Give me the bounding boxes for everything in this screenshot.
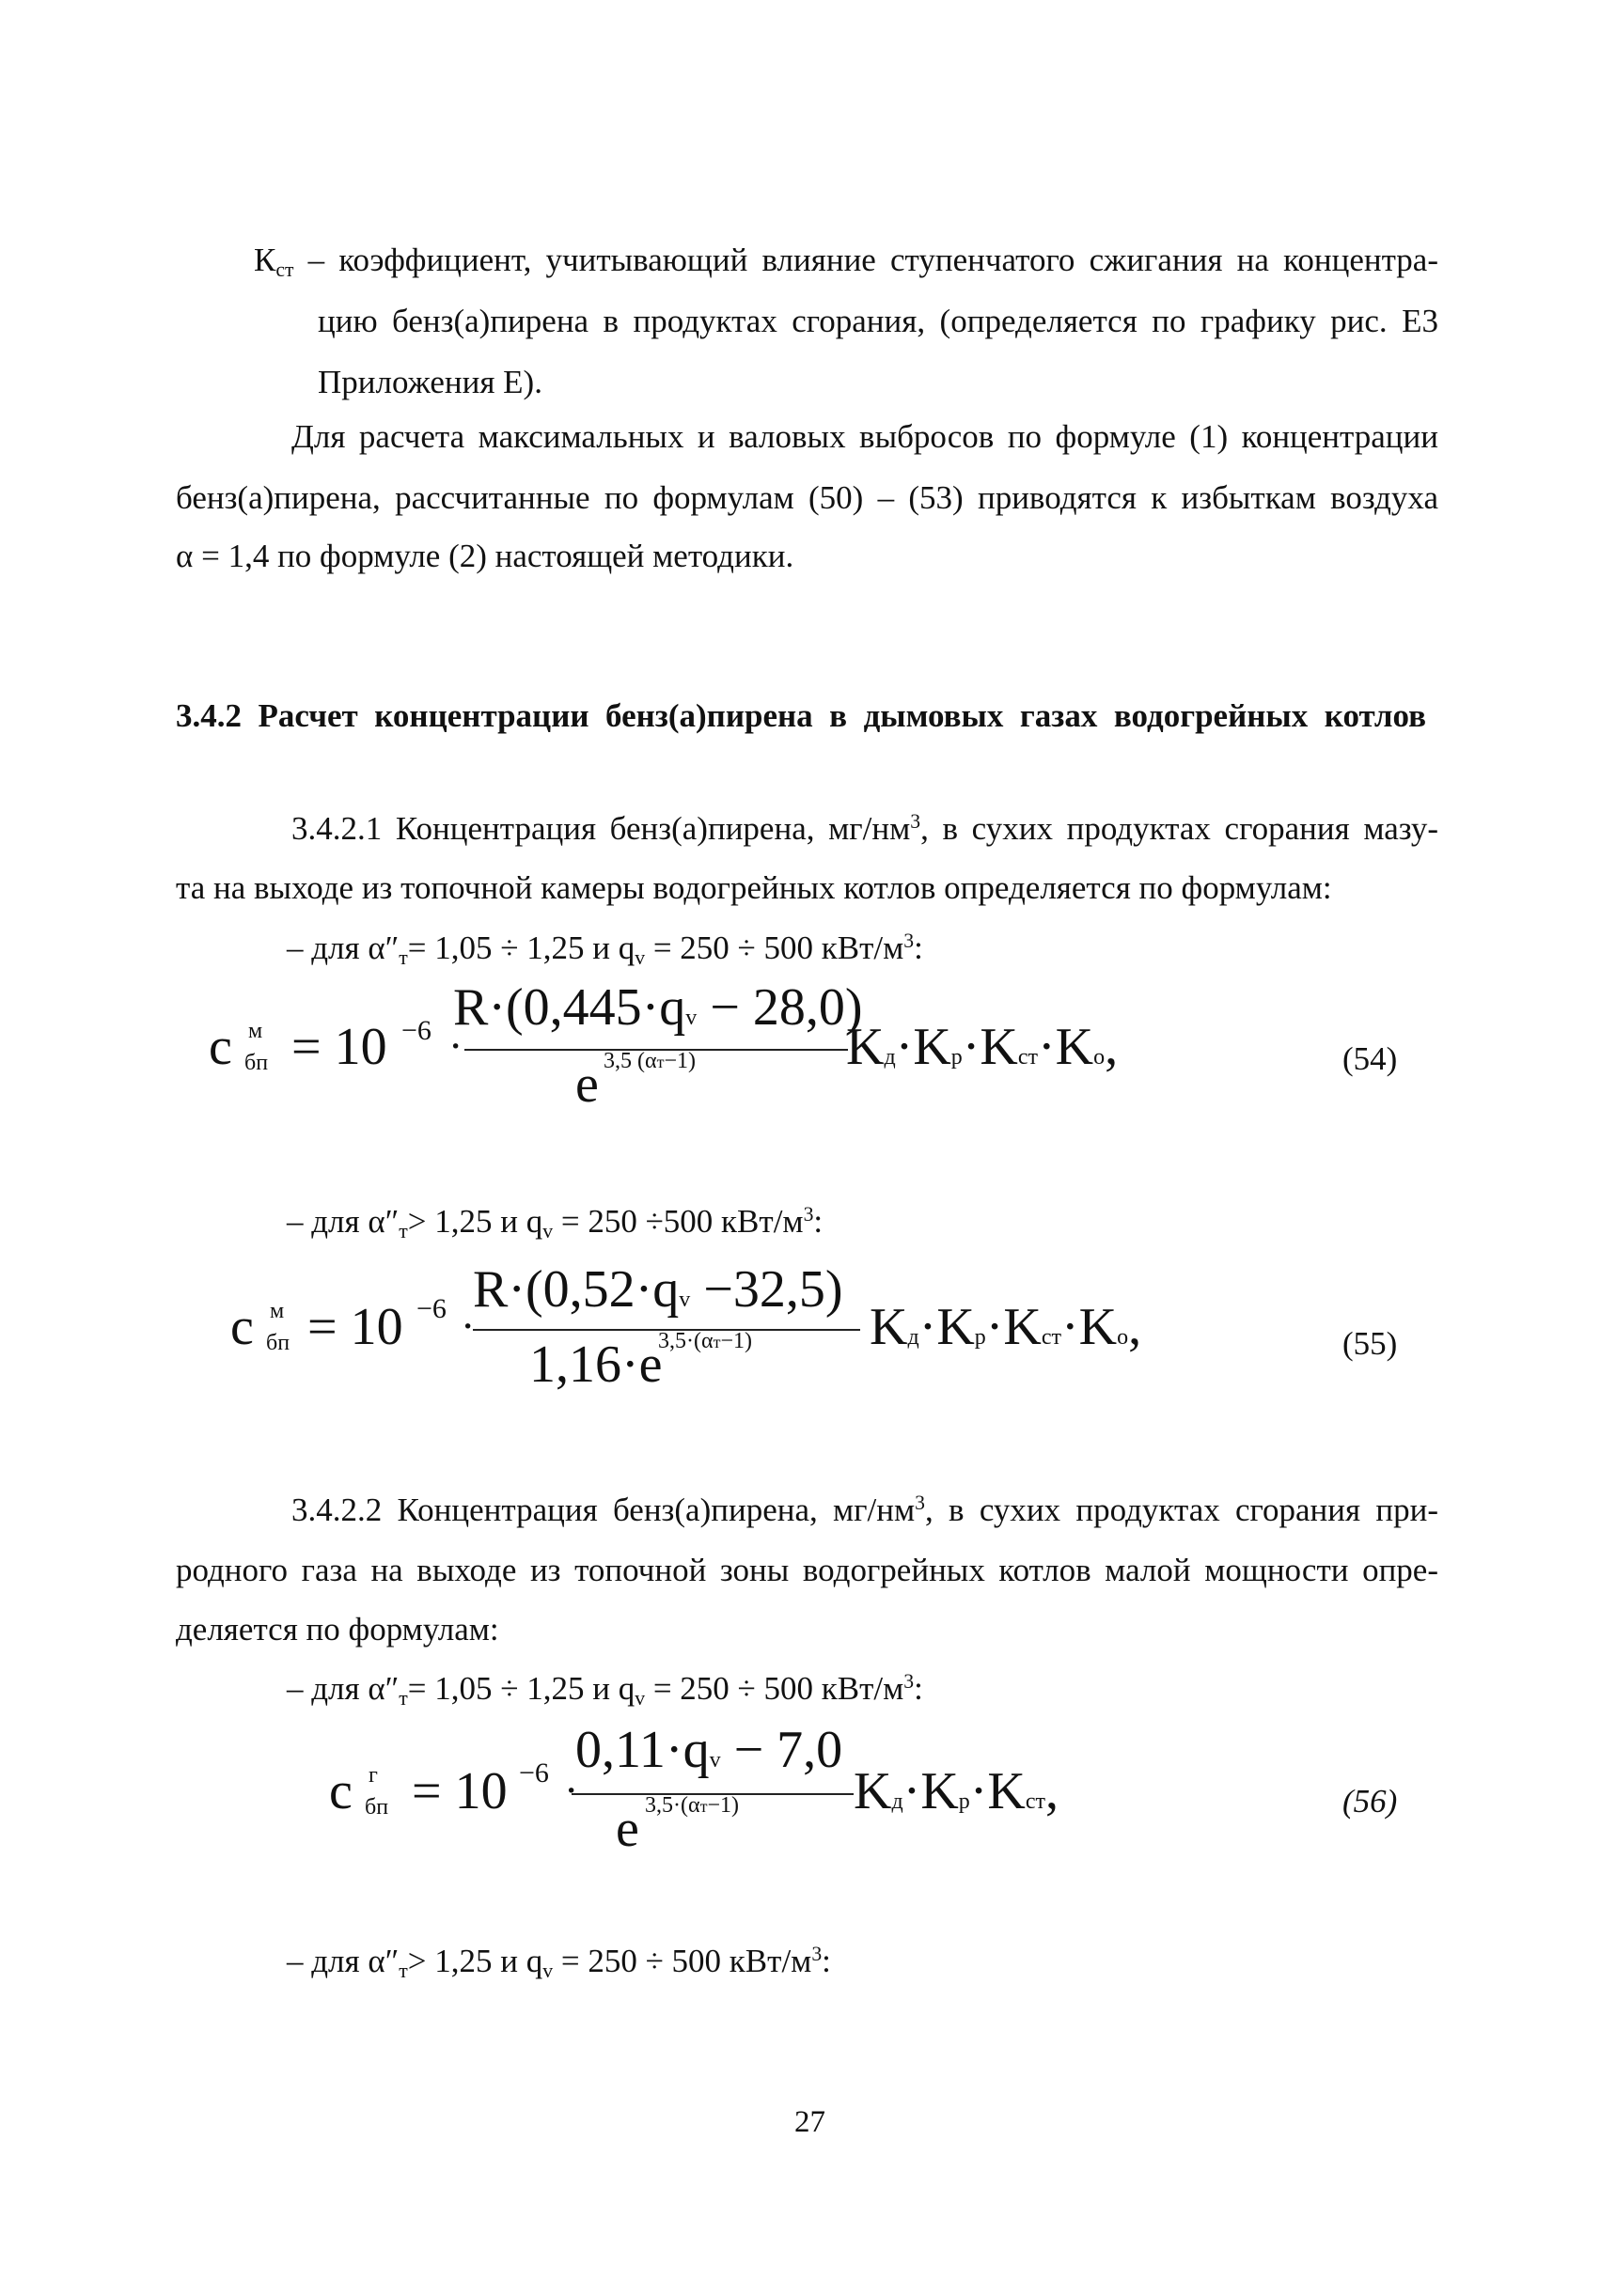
p3422-line-1: 3.4.2.2 Концентрация бенз(а)пирена, $мг/нм^3$, в сухих продуктах сгорания при-: [291, 1492, 1439, 1528]
equation-number-54: (54): [1342, 1040, 1398, 1077]
kst-definition-line-1: $К_{ст}$ – коэффициент, учитывающий влияние ступенчатого сжигания на концентра-: [254, 242, 1438, 282]
formula-55: c м бп = 10 −6 · R·(0,52·qv −32,5) 1,16·e 3,5·(αт−1) Kд·Kр·Kст·Kо,: [230, 1260, 1142, 1394]
condition-1: – для $\alpha''_т= 1,05 \div 1,25$ и $q_v = 250 \div 500$ кВт/$м^3$:: [287, 929, 923, 970]
formula-54: c м бп = 10 −6 · R·(0,445·qv − 28,0) e 3,5 (αт−1) Kд·Kр·Kст·Kо,: [209, 978, 1119, 1114]
condition-4: – для $\alpha''_т> 1,25$ и $q_v = 250 \div 500$ кВт/$м^3$:: [287, 1943, 831, 1983]
p3422-line-3: деляется по формулам:: [176, 1611, 499, 1648]
formula-56: c г бп = 10 −6 · 0,11·qv − 7,0 e 3,5·(αт−1) Kд·Kр·Kст,: [329, 1721, 1059, 1858]
kst-definition-line-3: Приложения Е).: [318, 364, 542, 400]
condition-3: – для $\alpha''_т= 1,05 \div 1,25$ и $q_v = 250 \div 500$ кВт/$м^3$:: [287, 1670, 923, 1710]
kst-definition-line-2: цию бенз(а)пирена в продуктах сгорания, (определяется по графику рис. Е3: [318, 303, 1438, 339]
equation-number-56: (56): [1342, 1783, 1398, 1820]
equation-number-55: (55): [1342, 1325, 1398, 1362]
page-number: 27: [794, 2105, 825, 2139]
condition-2: – для $\alpha''_т> 1,25$ и $q_v = 250 \div 500$ кВт/$м^3$:: [287, 1203, 824, 1243]
p3421-line-2: та на выходе из топочной камеры водогрейных котлов определяется по формулам:: [176, 869, 1332, 906]
calc-paragraph-line-2: бенз(а)пирена, рассчитанные по формулам (50) – (53) приводятся к избыткам воздуха: [176, 479, 1438, 516]
p3422-line-2: родного газа на выходе из топочной зоны водогрейных котлов малой мощности опре-: [176, 1552, 1438, 1588]
section-heading: 3.4.2 Расчет концентрации бенз(а)пирена в дымовых газах водогрейных котлов: [176, 697, 1426, 734]
calc-paragraph-line-3: α = 1,4 по формуле (2) настоящей методики.: [176, 538, 794, 574]
calc-paragraph-line-1: Для расчета максимальных и валовых выбросов по формуле (1) концентрации: [291, 418, 1438, 455]
p3421-line-1: 3.4.2.1 Концентрация бенз(а)пирена, $мг/нм^3$, в сухих продуктах сгорания мазу-: [291, 810, 1439, 847]
